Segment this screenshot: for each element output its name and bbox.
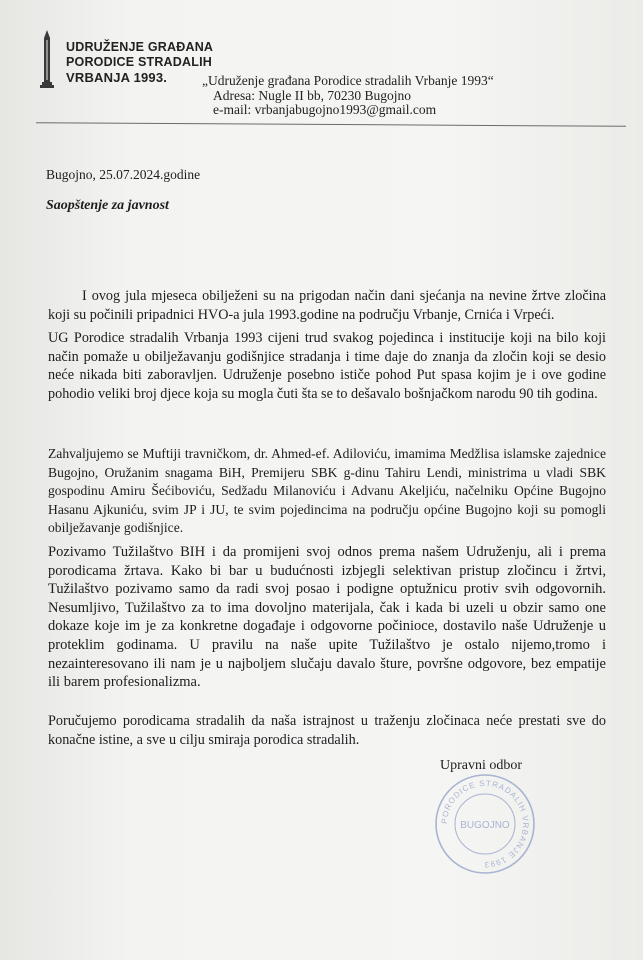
paragraph-2: UG Porodice stradalih Vrbanja 1993 cijeni trud svakog pojedinca i institucije koji na bilo koji način pomaže u obilježavanju godišnjice stradanja i time daje do znanja da zločin koji se desio neće nikada biti zaboravljen. Udruženje posebno ističe pohod Put spasa kojim je i ove godine pohodio veliki broj djece koja su mogla čuti šta se to dešavalo bošnjačkom narodu 90 tih godina. [48,330,606,402]
org-name-line-1: UDRUŽENJE GRAĐANA [66,40,214,54]
stamp-ring-text: PORODICE STRADALIH VRBANJE 1993 [439,778,531,870]
org-name-line-3: VRBANJA 1993. [66,70,168,85]
contact-name: „Udruženje građana Porodice stradalih Vrbanje 1993“ [202,73,494,88]
contact-block [202,74,494,118]
org-name-line-2: PORODICE STRADALIH [66,55,212,69]
signature-board: Upravni odbor [440,758,523,773]
stamp-center-text: BUGOJNO [460,820,510,831]
organization-stamp [430,769,540,879]
organization-name [66,40,213,85]
letter-date: Bugojno, 25.07.2024.godine [46,167,201,182]
contact-email: e-mail: vrbanjabugojno1993@gmail.com [213,102,437,117]
paragraph-3: Zahvaljujemo se Muftiji travničkom, dr. Ahmed-ef. Adiloviću, imamima Medžlisa islamske zajednice Bugojno, Oružanim snagama BiH, Premijeru SBK g-dinu Tahiru Lendi, ministrima u vladi SBK gospodinu Amiru Šećiboviću, Sedžadu Milanoviću i Advanu Akeljiću, načelniku Općine Bugojno Hasanu Ajkuniću, svim JP i JU, te svim pojedincima na području općine Bugojno koji su pomogli obilježavanje godišnjice. [48,446,606,536]
paragraph-1: I ovog jula mjeseca obilježeni su na prigodan način dani sjećanja na nevine žrtve zločina koji su počinili pripadnici HVO-a jula 1993.godine na području Vrbanje, Crnića i Vrpeći. [48,288,606,323]
letter-subject: Saopštenje za javnost [46,198,169,213]
paragraph-5: Poručujemo porodicama stradalih da naša istrajnost u traženju zločinaca neće prestati sve do konačne istine, a sve u cilju smiraja porodica stradalih. [48,713,606,748]
contact-address: Adresa: Nugle II bb, 70230 Bugojno [213,87,411,103]
memorial-tower-icon [40,30,54,88]
paragraph-4: Pozivamo Tužilaštvo BIH i da promijeni svoj odnos prema našem Udruženju, ali i prema porodicama žrtava. Kako bi bar u budućnosti izbjegli selektivan pristup zločincu i žrtvi, Tužilaštvo pozivamo samo da radi svoj posao i podigne optužnicu protiv svih odgovornih. Nesumljivo, Tužilaštvo za to ima dovoljno materijala, čak i kada bi uzeli u obzir samo one dokaze koje im je za konkretne događaje i odgovorne počinioce, dostavilo naše Udruženje u proteklim godinama. U pravilu na naše upite Tužilaštvo je ostalo nijemo,tromo i nezainteresovano ili nam je u najboljem slučaju davalo šture, površne odgovore, bez empatije ili barem profesionalizma. [48,544,606,691]
header-divider [36,122,626,127]
